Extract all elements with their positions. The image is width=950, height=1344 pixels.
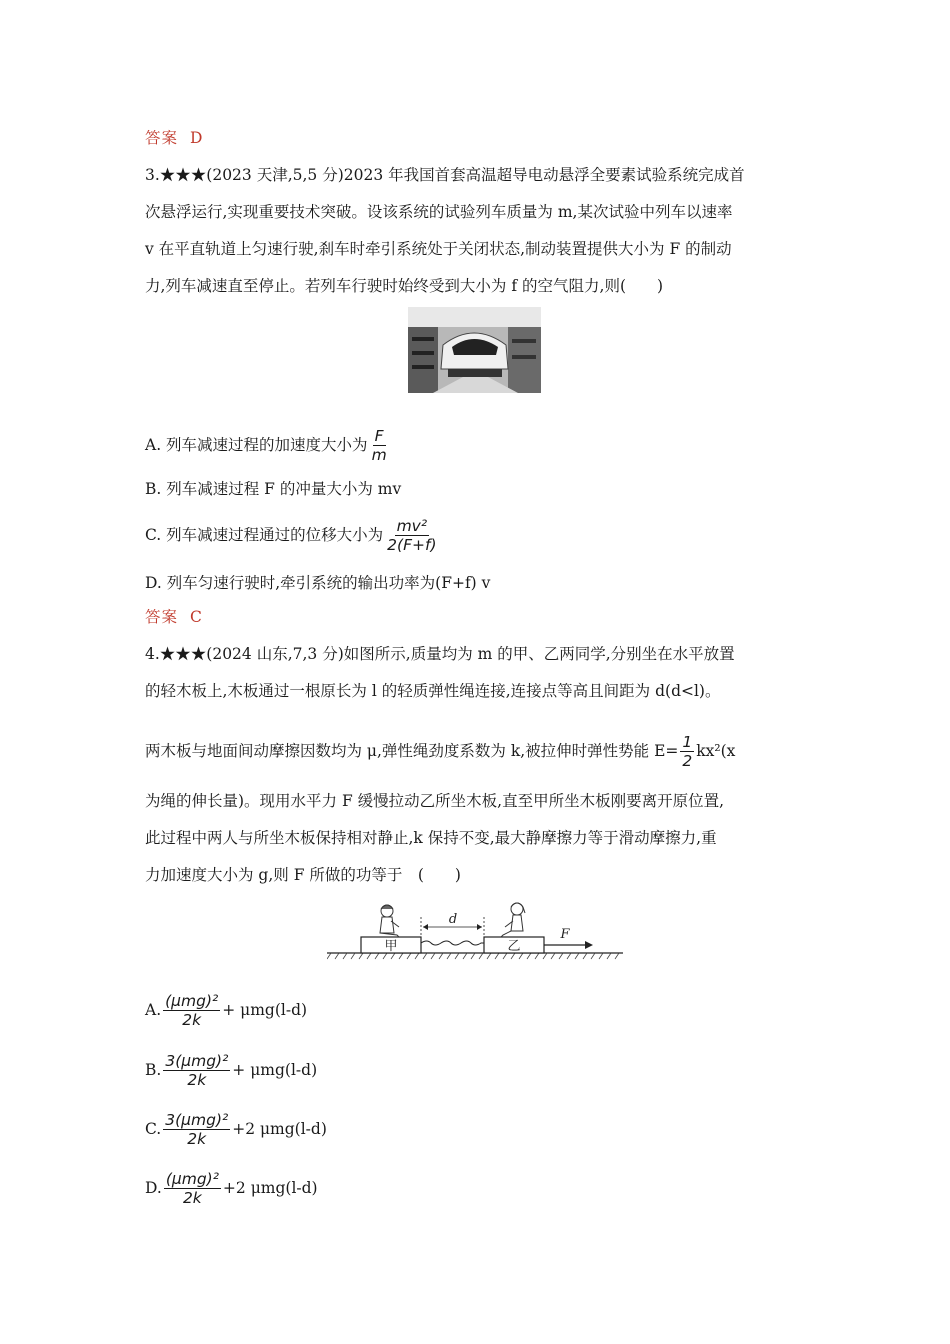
q4-stem-line-3-pre: 两木板与地面间动摩擦因数均为 μ,弹性绳劲度系数为 k,被拉伸时弹性势能 E=: [145, 742, 679, 760]
q4-option-d-fraction: [164, 1170, 221, 1207]
q3-option-a: [145, 421, 391, 469]
person-yi-icon: [501, 903, 525, 937]
person-jia-icon: [380, 905, 399, 937]
q3-stem-line-3: v 在平直轨道上匀速行驶,刹车时牵引系统处于关闭状态,制动装置提供大小为 F 的制动: [145, 240, 732, 258]
label-force: F: [560, 927, 570, 942]
fraction-numerator: (μmg)²: [165, 1169, 219, 1188]
option-tail: +2 μmg(l-d): [222, 1179, 318, 1197]
q4-option-c: [145, 1107, 327, 1151]
q4-stem-line-3: [145, 727, 735, 775]
fraction-numerator: 3(μmg)²: [165, 1051, 229, 1070]
q3-stem-line-2: 次悬浮运行,实现重要技术突破。设该系统的试验列车质量为 m,某次试验中列车以速率: [145, 203, 733, 221]
option-tail: + μmg(l-d): [232, 1061, 318, 1079]
q4-figure: [327, 897, 625, 963]
q3-option-d: D. 列车匀速行驶时,牵引系统的输出功率为(F+f) v: [145, 574, 491, 592]
boards-and-rope-diagram: [327, 897, 625, 963]
option-tail: + μmg(l-d): [222, 1001, 308, 1019]
q3-option-c-text: C. 列车减速过程通过的位移大小为: [145, 526, 384, 544]
q4-option-c-fraction: [163, 1111, 230, 1148]
q4-option-d: [145, 1166, 318, 1210]
fraction-denominator: 2k: [187, 1070, 207, 1089]
q3-answer-line: [145, 606, 203, 628]
answer-label: 答案: [145, 608, 179, 626]
q4-option-b-fraction: [163, 1052, 230, 1089]
fraction-numerator: 3(μmg)²: [165, 1110, 229, 1129]
q3-option-a-text: A. 列车减速过程的加速度大小为: [145, 436, 368, 454]
fraction-denominator: 2k: [182, 1188, 202, 1207]
fraction-numerator: 1: [682, 732, 693, 751]
q4-stem-line-1: 4.★★★(2024 山东,7,3 分)如图所示,质量均为 m 的甲、乙两同学,分别坐在水平放置: [145, 645, 735, 663]
fraction-denominator: m: [371, 445, 387, 464]
label-d: d: [448, 912, 458, 927]
q4-option-a: [145, 988, 307, 1032]
q4-option-a-fraction: [163, 992, 220, 1029]
q4-stem-line-5: 此过程中两人与所坐木板保持相对静止,k 保持不变,最大静摩擦力等于滑动摩擦力,重: [145, 829, 717, 847]
answer-value: C: [190, 608, 203, 626]
option-tail: +2 μmg(l-d): [232, 1120, 327, 1138]
option-letter: A.: [145, 1001, 162, 1019]
q4-stem-line-4: 为绳的伸长量)。现用水平力 F 缓慢拉动乙所坐木板,直至甲所坐木板刚要离开原位置,: [145, 792, 725, 810]
fraction-numerator: (μmg)²: [165, 991, 219, 1010]
fraction-denominator: 2(F+f): [387, 535, 437, 554]
option-letter: D.: [145, 1179, 162, 1197]
fraction-denominator: 2: [682, 751, 693, 770]
fraction-numerator: mv²: [396, 516, 428, 535]
fraction-denominator: 2k: [182, 1010, 202, 1029]
q4-option-b: [145, 1048, 317, 1092]
fraction-denominator: 2k: [187, 1129, 207, 1148]
answer-value: D: [190, 129, 204, 147]
q3-option-b: B. 列车减速过程 F 的冲量大小为 mv: [145, 480, 402, 498]
label-jia: 甲: [384, 939, 398, 954]
q4-stem-line-2: 的轻木板上,木板通过一根原长为 l 的轻质弹性绳连接,连接点等高且间距为 d(d<l)。: [145, 682, 721, 700]
q3-option-c: [145, 511, 441, 559]
train-image: [408, 307, 541, 393]
q3-stem-line-4: 力,列车减速直至停止。若列车行驶时始终受到大小为 f 的空气阻力,则( ): [145, 277, 664, 295]
q4-stem-line-3-post: kx²(x: [696, 742, 736, 760]
maglev-train-photo: [408, 307, 541, 393]
option-letter: C.: [145, 1120, 162, 1138]
q3-option-c-fraction: [385, 517, 438, 554]
option-letter: B.: [145, 1061, 162, 1079]
q3-stem-line-1: 3.★★★(2023 天津,5,5 分)2023 年我国首套高温超导电动悬浮全要素试验系统完成首: [145, 166, 745, 184]
answer-label: 答案: [145, 129, 179, 147]
label-yi: 乙: [507, 939, 521, 954]
q4-energy-fraction: [680, 733, 694, 770]
force-arrow-icon: [585, 941, 593, 949]
q2-answer-line: [145, 127, 203, 149]
fraction-numerator: F: [374, 426, 384, 445]
q3-option-a-fraction: [370, 427, 389, 464]
q4-stem-line-6: 力加速度大小为 g,则 F 所做的功等于 ( ): [145, 866, 461, 884]
